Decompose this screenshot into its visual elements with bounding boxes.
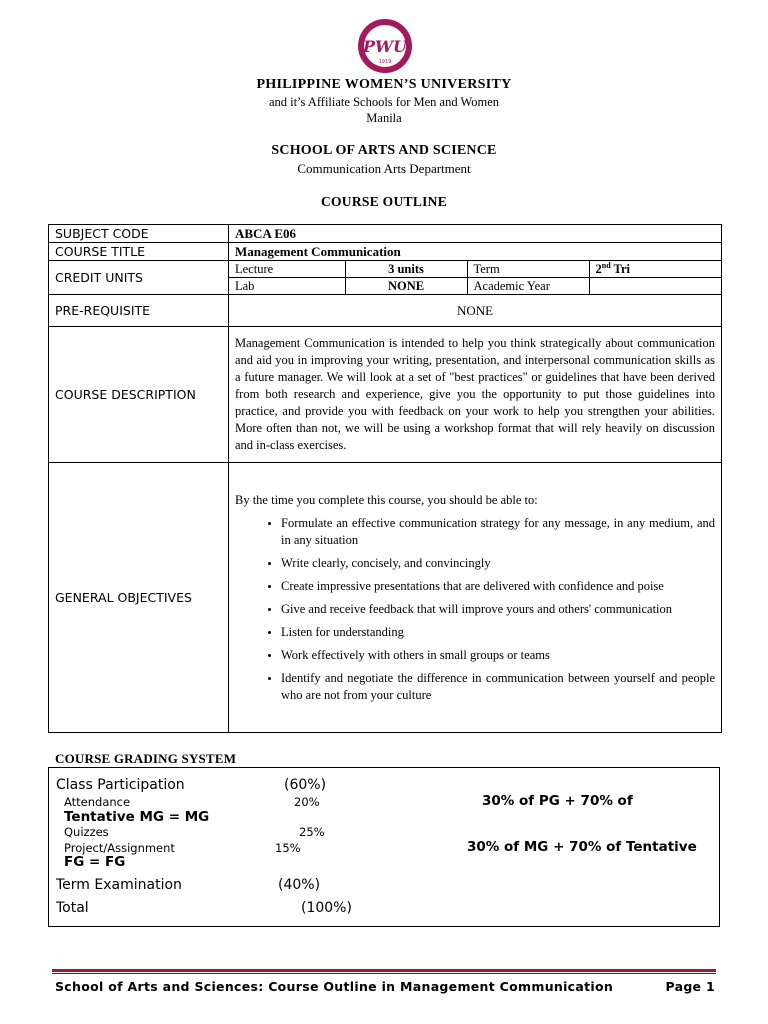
document-title: COURSE OUTLINE (320, 194, 448, 209)
subject-code-value: ABCA E06 (229, 225, 722, 243)
page-footer (55, 979, 715, 994)
credit-units-cell (229, 261, 722, 295)
term-label: Term (467, 261, 589, 278)
term-value: 2nd Tri (589, 261, 721, 278)
quizzes-pct: 25% (299, 825, 325, 839)
affiliate-line: and it’s Affiliate Schools for Men and Women (268, 95, 500, 109)
term-exam-label: Term Examination (56, 877, 182, 893)
university-logo (357, 18, 413, 74)
course-description-text: Management Communication is intended to help you think strategically about communication and aid you in improving your writing, presentation, and interpersonal communication skills as a future manager. We will look at a set of "best practices" or guidelines that have been derived from both research and experience, give you the opportunity to put those guidelines into practice, and provide you with feedback on your work to help you strengthen your abilities. More often than not, we will be using a workshop format that will rely heavily on discussion and in-class exercises. (229, 327, 722, 463)
credit-units-label: CREDIT UNITS (49, 261, 229, 295)
term-exam-pct: (40%) (278, 877, 321, 893)
objectives-list (235, 515, 715, 704)
class-participation-label: Class Participation (56, 777, 185, 793)
school-name: SCHOOL OF ARTS AND SCIENCE (271, 143, 497, 158)
objective-item: • Create impressive presentations that are delivered with confidence and poise (281, 578, 715, 595)
university-name: PHILIPPINE WOMEN’S UNIVERSITY (256, 77, 512, 92)
city-line: Manila (366, 111, 402, 125)
general-objectives-cell (229, 463, 722, 733)
lab-label: Lab (229, 278, 345, 295)
footer-rule (52, 969, 716, 972)
academic-year-label: Academic Year (467, 278, 589, 295)
footer-rule-thin (52, 973, 716, 974)
objectives-intro: By the time you complete this course, you should be able to: (235, 492, 538, 507)
total-pct: (100%) (301, 900, 352, 916)
attendance-label: Attendance (64, 795, 131, 809)
lecture-label: Lecture (229, 261, 345, 278)
objective-item: • Listen for understanding (281, 624, 715, 641)
total-label: Total (56, 900, 89, 916)
academic-year-value (589, 278, 721, 295)
grading-system-title: COURSE GRADING SYSTEM (55, 751, 237, 766)
final-grade-formula: 30% of MG + 70% of Tentative (467, 839, 697, 855)
project-pct: 15% (275, 841, 301, 855)
project-label: Project/Assignment (64, 841, 175, 855)
credit-units-table (229, 261, 721, 294)
course-description-label: COURSE DESCRIPTION (49, 327, 229, 463)
objective-item: • Work effectively with others in small groups or teams (281, 647, 715, 664)
course-info-table (48, 224, 722, 733)
logo-year: 1919 (378, 59, 392, 65)
general-objectives-label: GENERAL OBJECTIVES (49, 463, 229, 733)
midterm-grade-formula: 30% of PG + 70% of (482, 793, 633, 809)
department-name: Communication Arts Department (297, 161, 471, 176)
objective-item: • Formulate an effective communication strategy for any message, in any medium, and in any situation (281, 515, 715, 549)
quizzes-label: Quizzes (64, 825, 109, 839)
prerequisite-label: PRE-REQUISITE (49, 295, 229, 327)
lab-value: NONE (345, 278, 467, 295)
course-title-value: Management Communication (229, 243, 722, 261)
prerequisite-value: NONE (229, 295, 722, 327)
objective-item: • Give and receive feedback that will improve yours and others' communication (281, 601, 715, 618)
attendance-pct: 20% (294, 795, 320, 809)
subject-code-label: SUBJECT CODE (49, 225, 229, 243)
class-participation-pct: (60%) (284, 777, 327, 793)
course-title-label: COURSE TITLE (49, 243, 229, 261)
logo-monogram: PWU (363, 37, 407, 56)
objective-item: • Write clearly, concisely, and convincingly (281, 555, 715, 572)
objective-item: • Identify and negotiate the difference in communication between yourself and people who are not from your culture (281, 670, 715, 704)
page-number: Page 1 (665, 979, 715, 994)
footer-text: School of Arts and Sciences: Course Outline in Management Communication (55, 979, 614, 994)
final-grade-formula-cont: FG = FG (64, 854, 126, 870)
lecture-value: 3 units (345, 261, 467, 278)
grading-system-box (48, 767, 720, 927)
midterm-grade-formula-cont: Tentative MG = MG (64, 809, 210, 825)
